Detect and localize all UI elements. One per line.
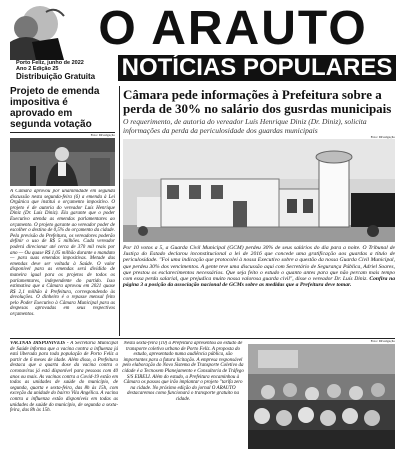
vacinas-body: - A Secretaria Municipal de Saúde informa que a vacina contra a influenza já está liberada para toda população de Porto Feliz a partir de 6 meses de idade. Além disso, a Prefeitura destaca que a quarta dose da vacina contra o coronavírus já está disponível para pessoas com 40 anos ou mais. As vacinas contra a Covid-19 estão em todas as unidades de saúde do município, de segunda, quarta e sexta-feira, das 8h às 15h, com exceção da unidade do bairro Vila Angélica. A vacina contra a influenza estão disponíveis em todas as unidades de saúde do município, de segunda a sexta-feira, das 8h às 15h. [10,341,118,414]
left-story-credit: Foto: Divulgação [90,133,115,137]
left-story-body: A Câmara aprovou por unanimidade em segunda discussão nesta segunda-feira (6) a emenda à Lei Orgânica que institui o orçamento impositivo. O projeto é de autoria do vereador Luís Henrique Diniz (Dr. Luís Diniz). Ela garante que o poder Executivo atenda as emendas parlamentares ao orçamento. O projeto garante ao vereador poder de escolher o destino de 0,5% do orçamento da cidade. Pela previsão do Prefeitura, os vereadores poderão definir o uso de R$ 5 milhões. Cada vereador poderá direcionar até cerca de 370 mil reais por ano — Ou quase R$ 1,05 milhão durante o mandato — para suas emendas impositivas. Metade das emendas deve ser voltada à Saúde. O valor disponível para as emendas será dividido de maneira igual para os projetos de todos os parlamentares, independente do partido. Isso estimativa que a Câmara aprovou em 2021 quase R$ 2,1 milhão à Prefeitura, correspondendo às devoluções. O dinheiro é o repasse mensal feito pelo Poder Executivo à Câmara Municipal para as despesas aprovadas em seus respectivos orçamentos. [10,189,115,318]
bottom-story-credit: Foto: Divulgação [370,339,395,343]
newspaper-title: O ARAUTO [98,2,368,55]
left-story-headline: Projeto de emenda impositiva é aprovado em segunda votação [10,86,100,130]
bottom-story-photo [248,344,395,449]
edition-number: Ano 2 Edição 25 [16,66,59,72]
newspaper-subtitle: NOTÍCIAS POPULARES [118,55,396,81]
distribution-label: Distribuição Gratuita [16,72,96,81]
vacinas-kicker: VACINAS DISPONÍVEIS [10,341,66,346]
left-story [10,86,115,336]
column-divider [119,86,120,336]
main-story-deck: O requerimento, de autoria do vereador Luís Henrique Diniz (Dr. Diniz), solicita informações da perda da periculosidade dos guardas municipais [123,117,367,135]
main-story-continued: Confira na página 3 a posição da associação nacional de GCMs sobre as medidas que a Prefeitura deve tomar. [123,276,396,289]
edition-date: Porto Feliz, junho de 2022 [16,60,84,66]
main-story-body [123,245,395,288]
logo-illustration [6,2,70,60]
main-story-text: Por 10 votos a 5, a Guarda Civil Municipal (GCM) perdeu 30% de seus salários do dia para a noite. O Tribunal de Justiça do Estado declarou inconstitucional a lei de 2016 que concede uma gratificação aos guardas a título de periculosidade. "Foi uma indicação que protocolei à nossa Executivo sobre a questão da nossa Guarda Civil Municipal, que perdeu 30% dos vencimentos. A gente teve uma discussão aqui com Secretário de Segurança Pública, Adriel Soares, que prestou os esclarecimentos necessários. Que seja feito o estudo o quanto antes para que não percam mais tempo com essa perda salarial, que prejudica muito nossa valorosa guarda civil", disse o vereador Dr. Luís Diniz. [123,245,395,283]
masthead [0,0,400,82]
transport-story: Nesta sexta-feira (10) a Prefeitura apresentou ao estudo de transporte coletivo urbano de Porto Feliz. A proposta do estudo, apresentado numa audiência pública, são importantes para a futura licitação. A empresa responsável pelo elaboração do Novo Sistema de Transporte Coletivo da cidade é a Tecnosem Planejamento e Consultoria de Tráfego S/S EIRELI. Além do estudo, a Prefeitura encaminhou à Câmara os passos que irão implantar o projeto "tarifa zero na cidade. No próximo edição do jornal O ARAUTO destacaremos como funcionará o transporte gratuito na cidade. [122,341,244,402]
main-story-headline: Câmara pede informações à Prefeitura sobre a perda de 30% no salário dos gusrdas municipais [123,87,392,116]
main-story [123,88,395,338]
left-story-photo [10,138,115,186]
main-story-photo [123,139,395,242]
main-story-credit: Foto: Divulgação [370,135,395,139]
vacinas-story [10,341,118,449]
